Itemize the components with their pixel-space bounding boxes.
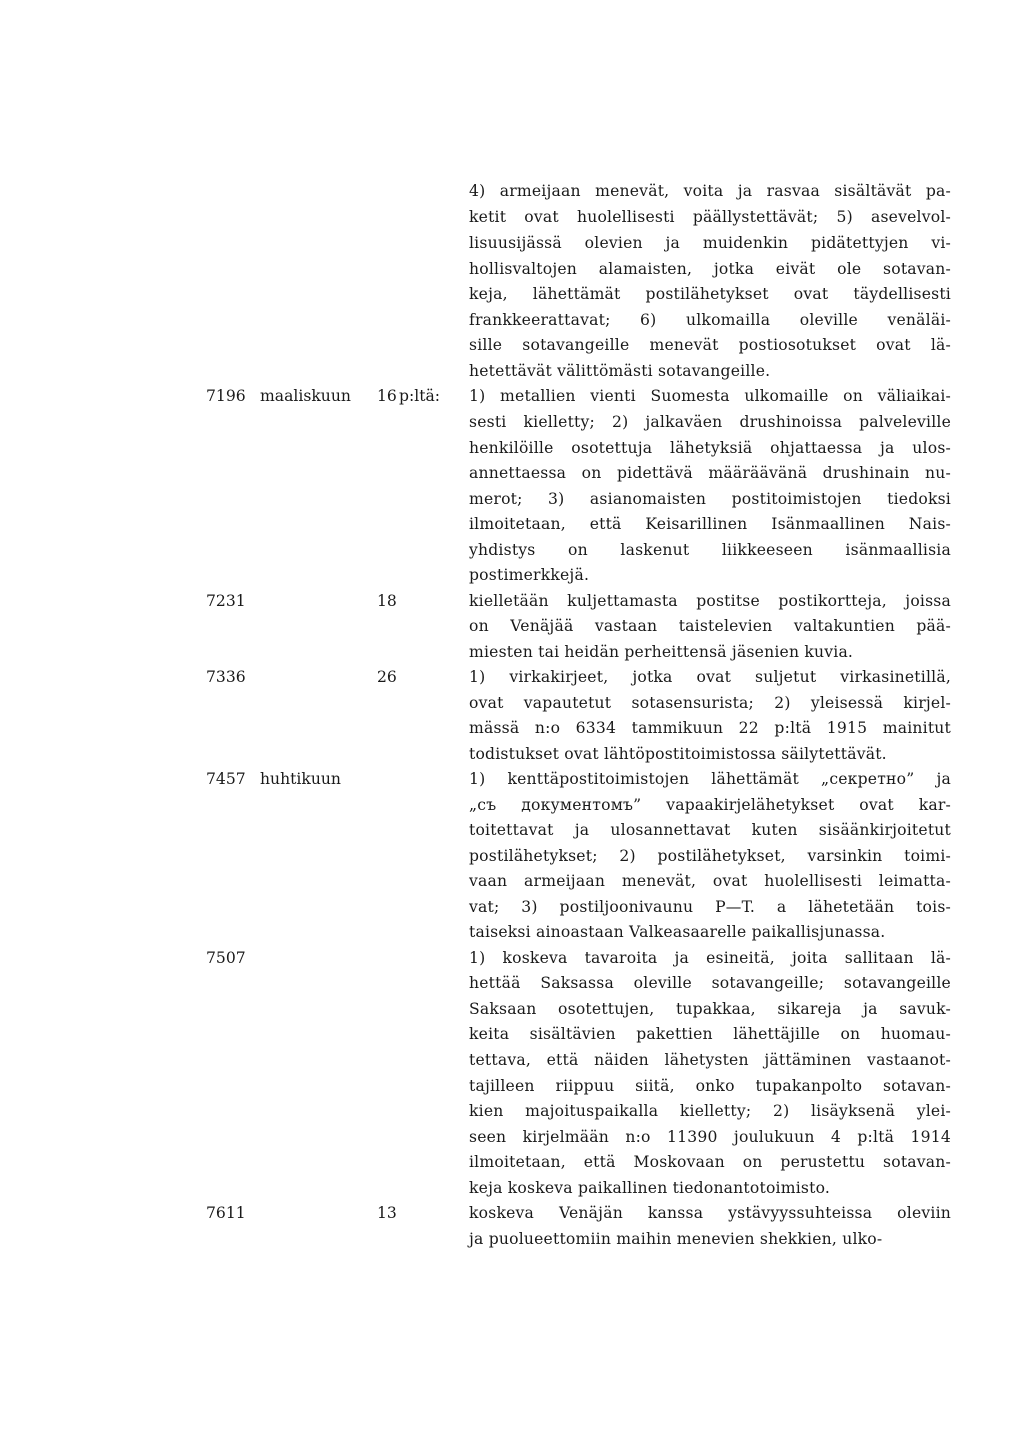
text-line: ilmoitetaan, että Moskovaan on perustettu sotavan- [469, 1153, 951, 1171]
text-line: keita sisältävien pakettien lähettäjille on huomau- [469, 1025, 951, 1043]
text-line: „съ документомъ” vapaakirjelähetykset ovat kar- [469, 796, 951, 814]
text-line: annettaessa on pidettävä määräävänä drushinain nu- [469, 464, 951, 482]
text-line: ja puolueettomiin maihin menevien shekkien, ulko- [469, 1230, 883, 1248]
text-line: sesti kielletty; 2) jalkaväen drushinoissa palveleville [469, 413, 951, 431]
text-line: postilähetykset; 2) postilähetykset, varsinkin toimi- [469, 847, 951, 865]
text-line: vaan armeijaan menevät, ovat huolellisesti leimatta- [469, 872, 951, 890]
entry-day: 16 [377, 387, 397, 405]
entry-day: 26 [377, 668, 397, 686]
entry-number: 7457 [206, 770, 246, 788]
text-line: 1) metallien vienti Suomesta ulkomaille on väliaikai- [469, 387, 951, 405]
entry-number: 7336 [206, 668, 246, 686]
text-line: ilmoitetaan, että Keisarillinen Isänmaallinen Nais- [469, 515, 951, 533]
text-line: ketit ovat huolellisesti päällystettävät; 5) asevelvol- [469, 208, 951, 226]
text-line: sille sotavangeille menevät postiosotukset ovat lä- [469, 336, 951, 354]
text-line: frankkeerattavat; 6) ulkomailla oleville venäläi- [469, 311, 951, 329]
text-line: seen kirjelmään n:o 11390 joulukuun 4 p:ltä 1914 [469, 1128, 951, 1146]
entry-number: 7507 [206, 949, 246, 967]
entry-day: 13 [377, 1204, 397, 1222]
entry-number: 7196 [206, 387, 246, 405]
text-line: henkilöille osotettuja lähetyksiä ohjattaessa ja ulos- [469, 439, 951, 457]
text-line: Saksaan osotettujen, tupakkaa, sikareja ja savuk- [469, 1000, 951, 1018]
text-line: keja koskeva paikallinen tiedonantotoimisto. [469, 1179, 831, 1197]
text-line: hettää Saksassa oleville sotavangeille; sotavangeille [469, 974, 951, 992]
text-line: mässä n:o 6334 tammikuun 22 p:ltä 1915 mainitut [469, 719, 951, 737]
text-line: yhdistys on laskenut liikkeeseen isänmaallisia [469, 541, 951, 559]
text-line: hetettävät välittömästi sotavangeille. [469, 362, 771, 380]
text-line: keja, lähettämät postilähetykset ovat täydellisesti [469, 285, 951, 303]
text-line: koskeva Venäjän kanssa ystävyyssuhteissa oleviin [469, 1204, 951, 1222]
entry-day: 18 [377, 592, 397, 610]
text-line: tajilleen riippuu siitä, onko tupakanpolto sotavan- [469, 1077, 951, 1095]
entry-number: 7611 [206, 1204, 246, 1222]
text-line: 1) kenttäpostitoimistojen lähettämät „секретно” ja [469, 770, 951, 788]
text-line: vat; 3) postiljoonivaunu P—T. a lähetetään tois- [469, 898, 951, 916]
text-line: miesten tai heidän perheittensä jäsenien kuvia. [469, 643, 854, 661]
text-line: merot; 3) asianomaisten postitoimistojen tiedoksi [469, 490, 951, 508]
entry-month: maaliskuun [260, 387, 351, 405]
text-line: 1) virkakirjeet, jotka ovat suljetut virkasinetillä, [469, 668, 951, 686]
text-line: todistukset ovat lähtöpostitoimistossa säilytettävät. [469, 745, 887, 763]
text-line: taiseksi ainoastaan Valkeasaarelle paikallisjunassa. [469, 923, 886, 941]
text-line: kielletään kuljettamasta postitse postikortteja, joissa [469, 592, 951, 610]
text-line: hollisvaltojen alamaisten, jotka eivät ole sotavan- [469, 260, 951, 278]
text-line: ovat vapautetut sotasensurista; 2) yleisessä kirjel- [469, 694, 951, 712]
text-line: postimerkkejä. [469, 566, 590, 584]
text-line: 1) koskeva tavaroita ja esineitä, joita sallitaan lä- [469, 949, 951, 967]
text-line: lisuusijässä olevien ja muidenkin pidätettyjen vi- [469, 234, 951, 252]
text-line: toitettavat ja ulosannettavat kuten sisäänkirjoitetut [469, 821, 951, 839]
text-line: 4) armeijaan menevät, voita ja rasvaa sisältävät pa- [469, 182, 951, 200]
entry-date-suffix: p:ltä: [399, 387, 441, 405]
entry-number: 7231 [206, 592, 246, 610]
text-line: on Venäjää vastaan taistelevien valtakuntien pää- [469, 617, 951, 635]
text-line: kien majoituspaikalla kielletty; 2) lisäyksenä ylei- [469, 1102, 951, 1120]
entry-month: huhtikuun [260, 770, 341, 788]
text-line: tettava, että näiden lähetysten jättäminen vastaanot- [469, 1051, 951, 1069]
